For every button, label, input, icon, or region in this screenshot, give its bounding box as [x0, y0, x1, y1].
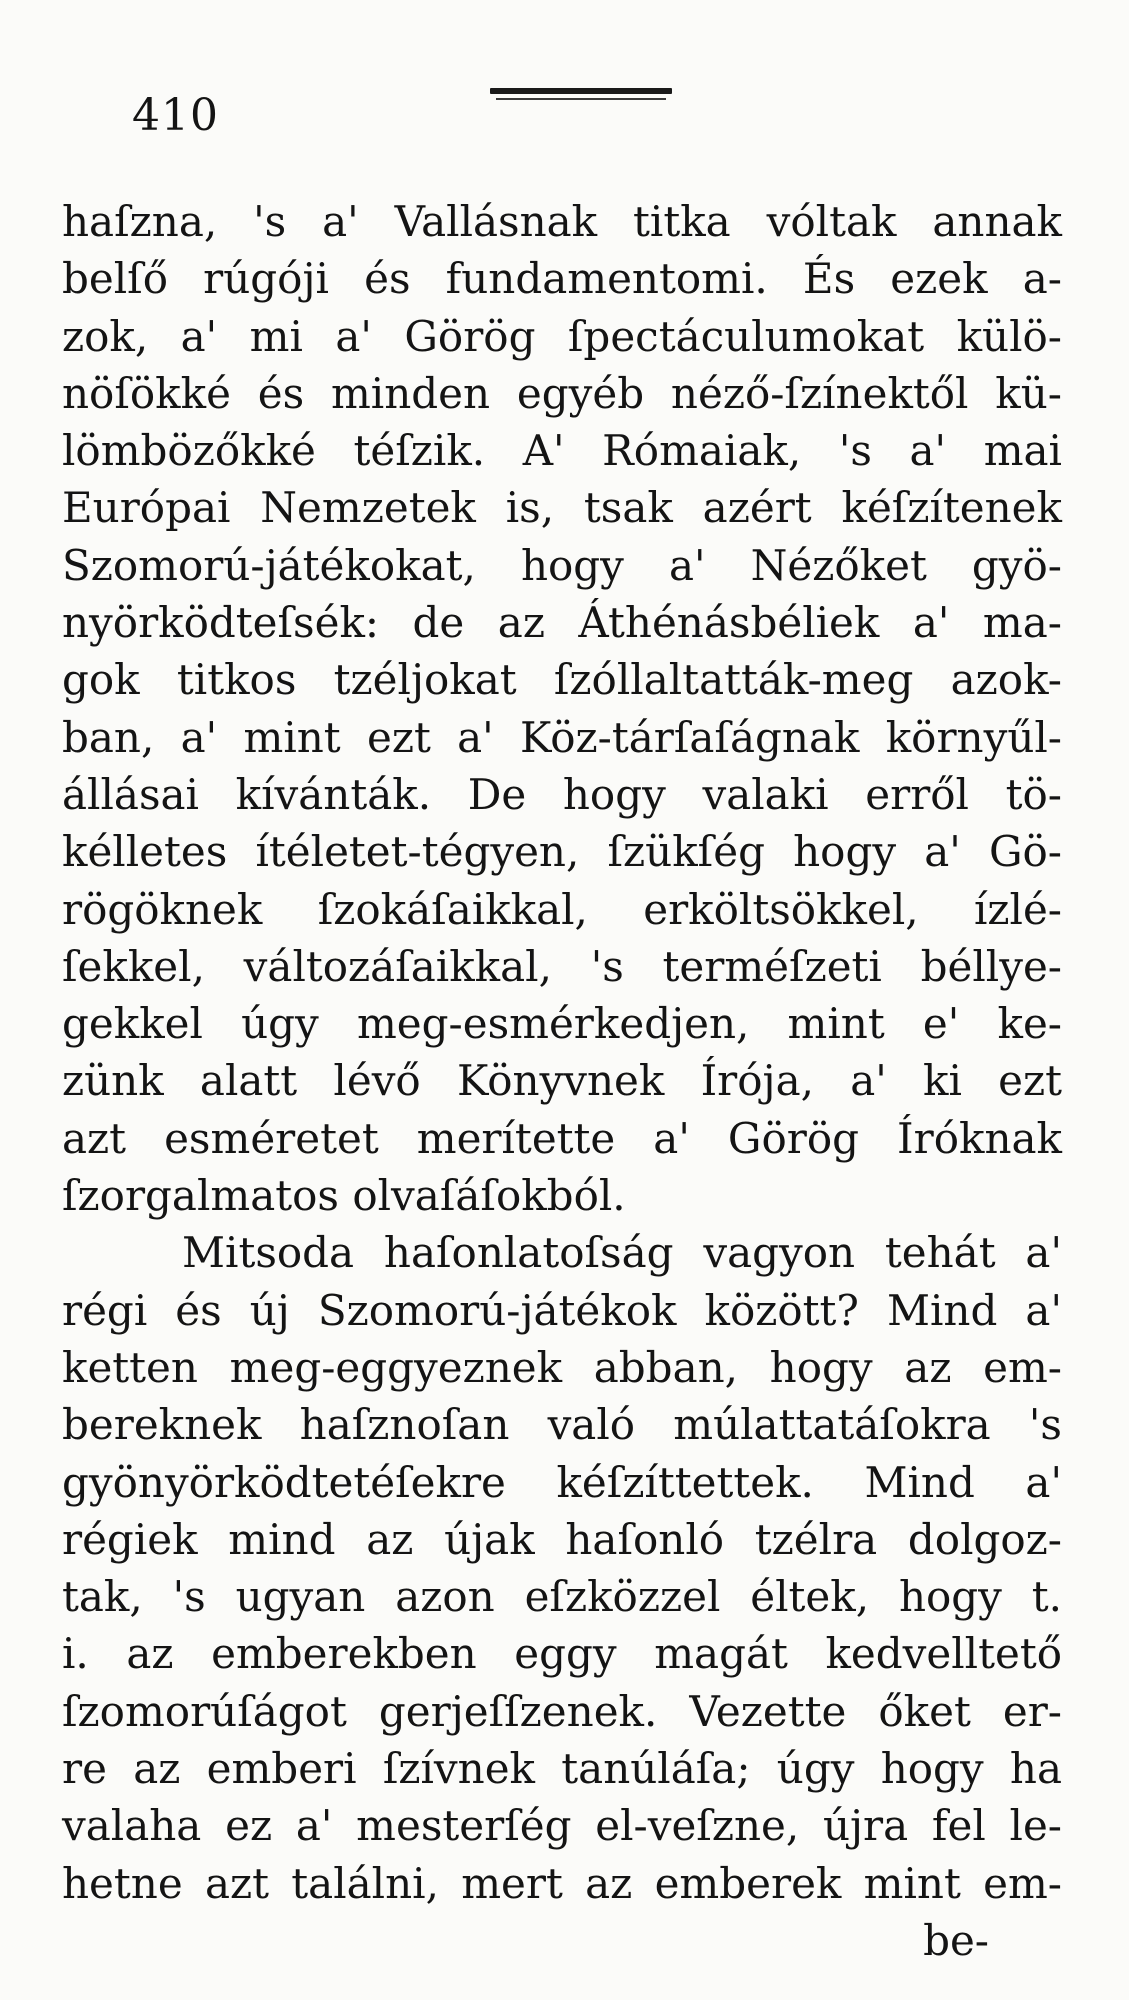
text-line: kélletes ítéletet-tégyen, ſzükſég hogy a' Gö- — [62, 827, 1062, 877]
header-rule — [490, 88, 672, 94]
text-line: gekkel úgy meg-esmérkedjen, mint e' ke- — [62, 999, 1062, 1049]
text-line: régi és új Szomorú-játékok között? Mind a' — [62, 1285, 1062, 1335]
text-line: nyörködteſsék: de az Áthénásbéliek a' ma- — [62, 598, 1062, 648]
text-line: hetne azt találni, mert az emberek mint em- — [62, 1858, 1062, 1908]
text-line: ban, a' mint ezt a' Köz-tárſaſágnak környűl- — [62, 712, 1062, 762]
text-line: lömbözőkké téſzik. A' Rómaiak, 's a' mai — [62, 426, 1062, 476]
body-text — [62, 193, 1062, 1912]
text-line: gok titkos tzéljokat ſzóllaltatták-meg azok- — [62, 655, 1062, 705]
text-line: zünk alatt lévő Könyvnek Írója, a' ki ezt — [62, 1056, 1062, 1106]
text-line: Szomorú-játékokat, hogy a' Nézőket gyö- — [62, 540, 1062, 590]
text-line: azt esméretet merítette a' Görög Íróknak — [62, 1113, 1062, 1163]
text-line: re az emberi ſzívnek tanúláſa; úgy hogy ha — [62, 1744, 1062, 1794]
text-line: i. az emberekben eggy magát kedvelltető — [62, 1629, 1062, 1679]
text-line: állásai kívánták. De hogy valaki erről tö- — [62, 769, 1062, 819]
text-line: Mitsoda haſonlatoſság vagyon tehát a' — [182, 1228, 1062, 1278]
text-line: valaha ez a' mesterſég el-veſzne, újra fel le- — [62, 1801, 1062, 1851]
text-line: ketten meg-eggyeznek abban, hogy az em- — [62, 1342, 1062, 1392]
text-line: belſő rúgóji és fundamentomi. És ezek a- — [62, 254, 1062, 304]
text-line: haſzna, 's a' Vallásnak titka vóltak annak — [62, 197, 1062, 246]
catchword: be- — [923, 1916, 989, 1965]
page-number: 410 — [132, 90, 219, 141]
text-line: ſekkel, változáſaikkal, 's terméſzeti béllye- — [62, 941, 1062, 991]
text-line: nöſökké és minden egyéb néző-ſzínektől kü- — [62, 368, 1062, 418]
text-line: Európai Nemzetek is, tsak azért kéſzítenek — [62, 483, 1062, 533]
text-line: gyönyörködtetéſekre kéſzíttettek. Mind a' — [62, 1457, 1062, 1507]
text-line: régiek mind az újak haſonló tzélra dolgoz- — [62, 1514, 1062, 1564]
text-line: ſzorgalmatos olvaſáſokból. — [62, 1171, 626, 1221]
text-line: zok, a' mi a' Görög ſpectáculumokat külö- — [62, 311, 1062, 361]
text-line: bereknek haſznoſan való múlattatáſokra 's — [62, 1400, 1062, 1450]
text-line: ſzomorúſágot gerjeſſzenek. Vezette őket er- — [62, 1686, 1062, 1736]
text-line: tak, 's ugyan azon eſzközzel éltek, hogy t. — [62, 1572, 1062, 1622]
text-line: rögöknek ſzokáſaikkal, erköltsökkel, ízlé- — [62, 884, 1062, 934]
